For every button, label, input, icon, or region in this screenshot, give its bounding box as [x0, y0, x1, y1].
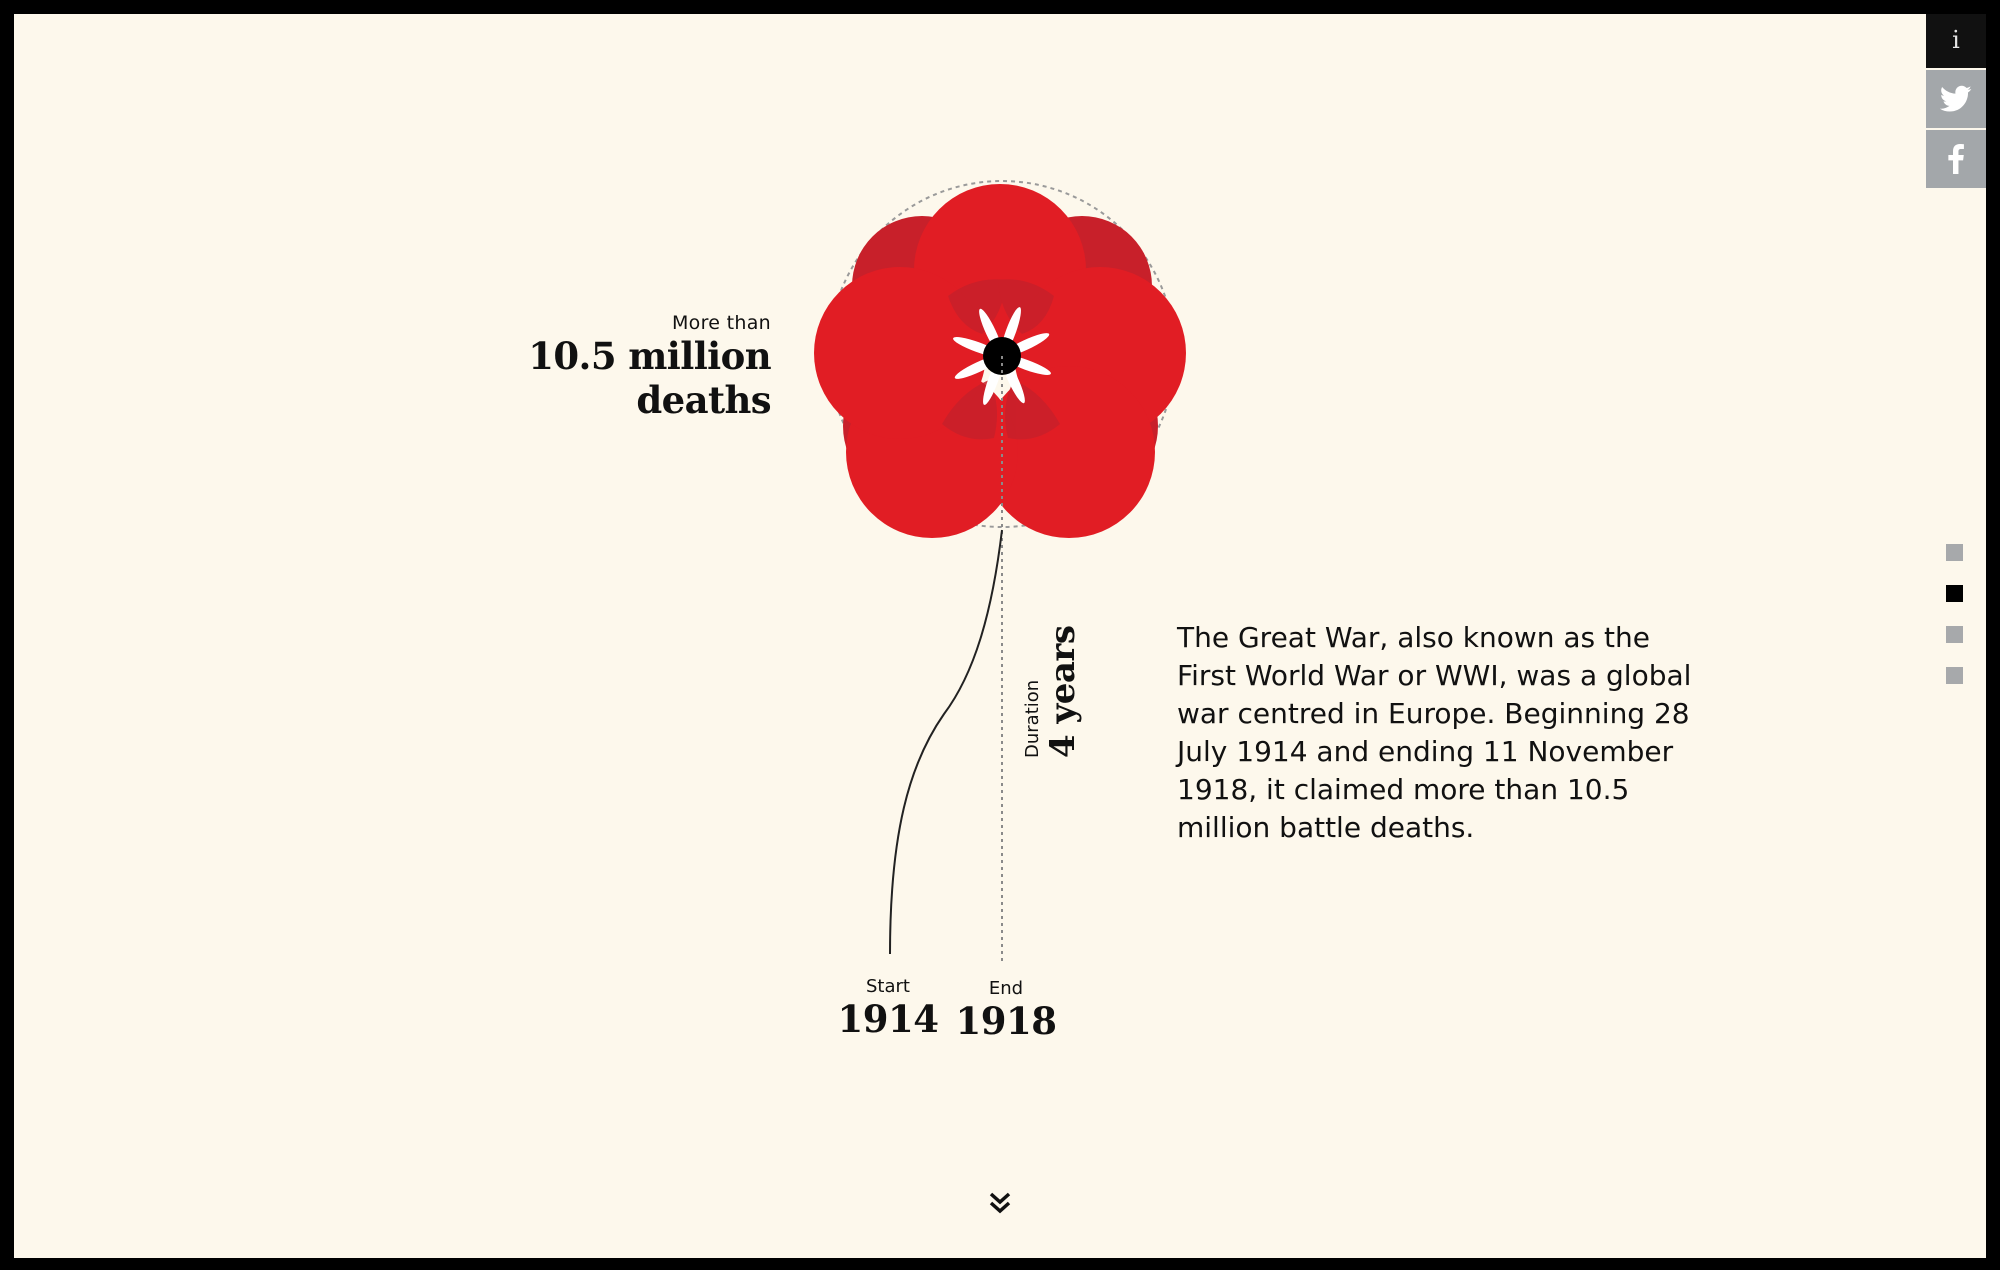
info-button[interactable] [1926, 14, 1986, 68]
facebook-icon [1947, 144, 1965, 174]
deaths-value: 10.5 million [528, 334, 771, 378]
description-text: The Great War, also known as the First World War or WWI, was a global war centred in Europe. Beginning 28 July 1914 and ending 11 November 1918, it claimed more than 10.5 million battle deaths. [1177, 621, 1692, 844]
end-label: End [988, 978, 1024, 999]
info-icon: i [1952, 26, 1960, 54]
twitter-icon [1940, 85, 1972, 113]
page-dot-1[interactable] [1946, 544, 1963, 561]
page-dot-4[interactable] [1946, 667, 1963, 684]
deaths-unit: deaths [636, 378, 771, 422]
duration-value: 4 years [1043, 625, 1083, 758]
page-dot-2-active[interactable] [1946, 585, 1963, 602]
end-year-block [946, 978, 1066, 1043]
twitter-share-button[interactable] [1926, 70, 1986, 128]
deaths-prefix: More than [671, 312, 771, 334]
facebook-share-button[interactable] [1926, 130, 1986, 188]
start-label: Start [866, 976, 910, 997]
page-frame [14, 14, 1986, 1258]
section-pagination [1946, 544, 1963, 708]
deaths-stat [528, 312, 771, 422]
end-year: 1918 [955, 999, 1057, 1043]
start-year: 1914 [837, 997, 939, 1041]
start-year-block [828, 976, 948, 1041]
poppy-stem [890, 530, 1002, 954]
duration-label: Duration [1022, 679, 1043, 758]
double-chevron-down-icon[interactable] [986, 1188, 1014, 1218]
page-dot-3[interactable] [1946, 626, 1963, 643]
